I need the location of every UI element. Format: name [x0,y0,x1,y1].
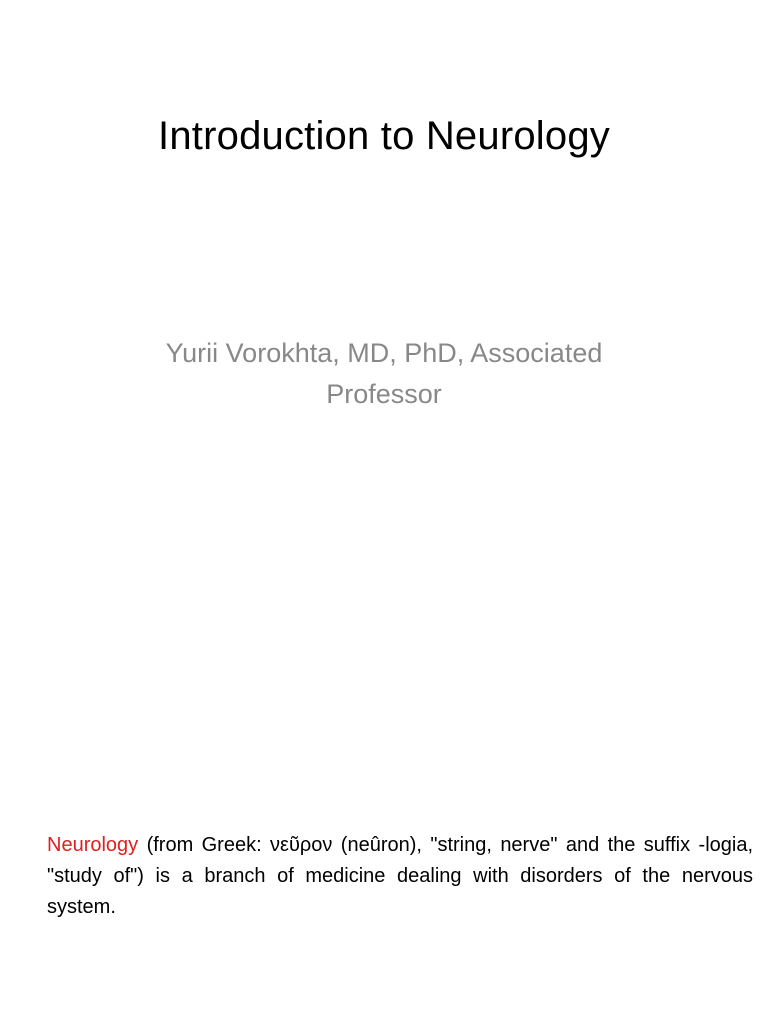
author-line-2: Professor [326,379,442,409]
definition-text: (from Greek: νεῦρον (neûron), "string, nerve" and the suffix -logia, "study of") is a branch of medicine dealing with disorders of the nervous system. [47,834,753,918]
definition-term: Neurology [47,834,139,856]
author-line-1: Yurii Vorokhta, MD, PhD, Associated [165,338,603,368]
slide-title: Introduction to Neurology [158,114,610,158]
definition-paragraph [47,830,753,923]
slide-author [100,333,668,415]
